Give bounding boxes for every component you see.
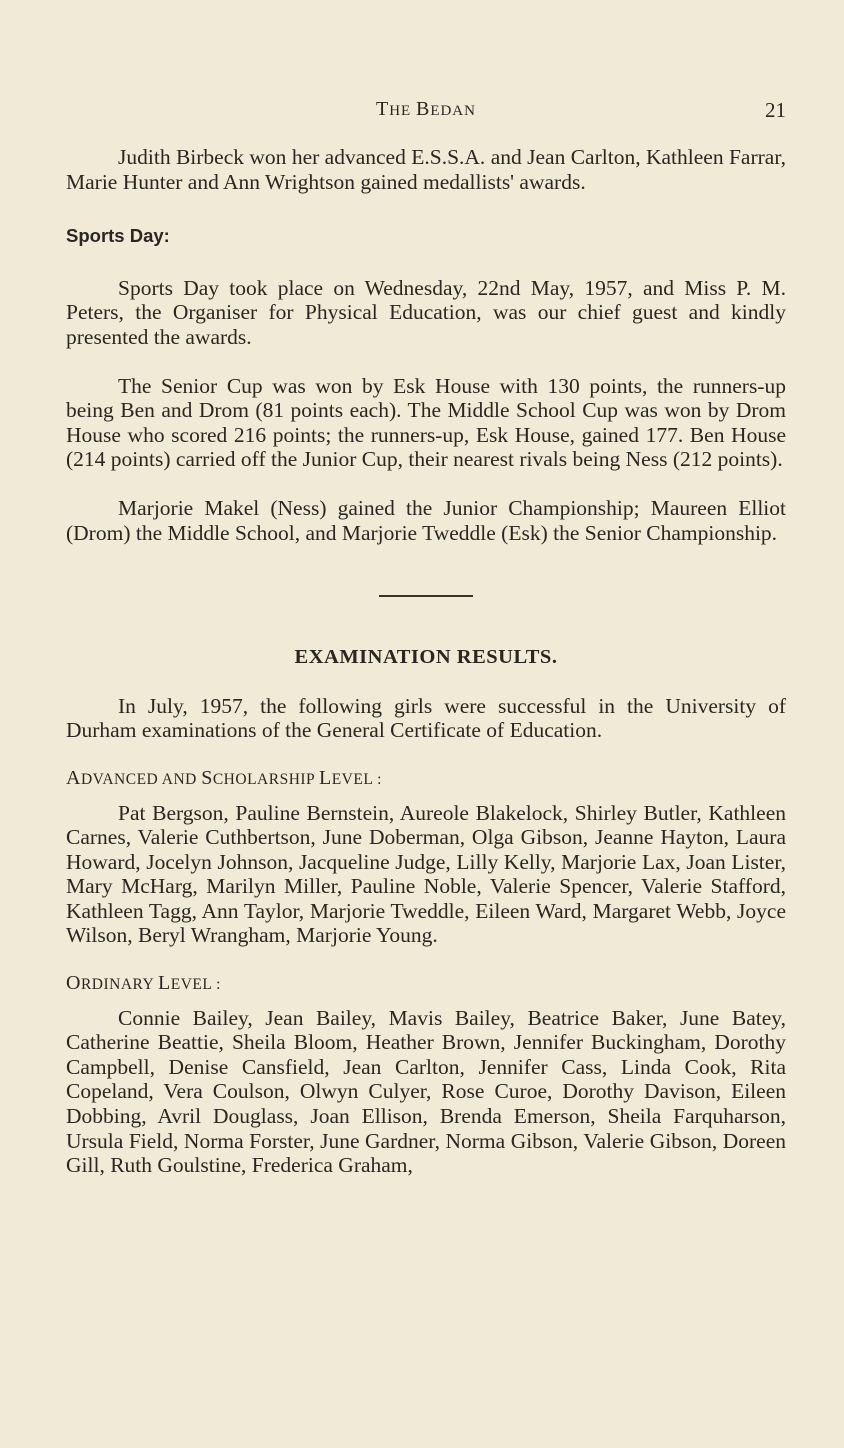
advanced-level-heading — [66, 765, 786, 793]
heading-part: EVEL : — [170, 976, 221, 994]
page-number: 21 — [765, 98, 786, 122]
heading-part: DVANCED AND — [80, 770, 202, 788]
heading-initial: S — [201, 766, 213, 789]
sports-day-paragraph: Sports Day took place on Wednesday, 22nd May, 1957, and Miss P. M. Peters, the Organiser for Physical Education, was our chief guest and kindly presented the awards. — [66, 275, 786, 349]
running-title-part: EDAN — [430, 103, 476, 119]
examination-results-heading: EXAMINATION RESULTS. — [294, 646, 558, 669]
running-title-part: HE — [389, 103, 416, 119]
running-title — [66, 98, 786, 121]
running-title-initial: T — [376, 98, 390, 120]
heading-initial: A — [66, 766, 81, 789]
championships-paragraph: Marjorie Makel (Ness) gained the Junior Championship; Maureen Elliot (Drom) the Middle School, and Marjorie Tweddle (Esk) the Senior Championship. — [66, 495, 786, 545]
ordinary-level-heading — [66, 970, 786, 998]
heading-initial: L — [158, 972, 171, 995]
running-title-initial: B — [415, 98, 431, 120]
heading-initial: L — [318, 766, 332, 789]
essa-awards-paragraph: Judith Birbeck won her advanced E.S.S.A. and Jean Carlton, Kathleen Farrar, Marie Hunter and Ann Wrightson gained medallists' awards. — [66, 145, 786, 194]
heading-part: RDINARY — [80, 976, 159, 994]
heading-initial: O — [66, 972, 81, 995]
page-body — [66, 145, 786, 1178]
section-divider — [379, 595, 473, 597]
ordinary-level-names: Connie Bailey, Jean Bailey, Mavis Bailey, Beatrice Baker, June Batey, Catherine Beattie, Sheila Bloom, Heather Brown, Jennifer Buckingham, Dorothy Campbell, Denise Cansfield, Jean Carlton, Jennifer Cass, Linda Cook, Rita Copeland, Vera Coulson, Olwyn Culyer, Rose Curoe, Dorothy Davison, Eileen Dobbing, Avril Douglass, Joan Ellison, Brenda Emerson, Sheila Farquharson, Ursula Field, Norma Forster, June Gardner, Norma Gibson, Valerie Gibson, Doreen Gill, Ruth Goulstine, Frederica Graham, — [66, 1005, 786, 1178]
heading-part: EVEL : — [331, 770, 382, 788]
sports-day-heading: Sports Day: — [66, 225, 170, 247]
heading-part: CHOLARSHIP — [212, 770, 319, 788]
page-header — [66, 98, 786, 128]
advanced-level-names: Pat Bergson, Pauline Bernstein, Aureole Blakelock, Shirley Butler, Kathleen Carnes, Valerie Cuthbertson, June Doberman, Olga Gibson, Jeanne Hayton, Laura Howard, Jocelyn Johnson, Jacqueline Judge, Lilly Kelly, Marjorie Lax, Joan Lister, Mary McHarg, Marilyn Miller, Pauline Noble, Valerie Spencer, Valerie Stafford, Kathleen Tagg, Ann Taylor, Marjorie Tweddle, Eileen Ward, Margaret Webb, Joyce Wilson, Beryl Wrangham, Marjorie Young. — [66, 800, 786, 948]
examination-intro-paragraph: In July, 1957, the following girls were successful in the University of Durham examinations of the General Certificate of Education. — [66, 693, 786, 743]
cups-paragraph: The Senior Cup was won by Esk House with 130 points, the runners-up being Ben and Drom (81 points each). The Middle School Cup was won by Drom House who scored 216 points; the runners-up, Esk House, gained 177. Ben House (214 points) carried off the Junior Cup, their nearest rivals being Ness (212 points). — [66, 373, 786, 472]
